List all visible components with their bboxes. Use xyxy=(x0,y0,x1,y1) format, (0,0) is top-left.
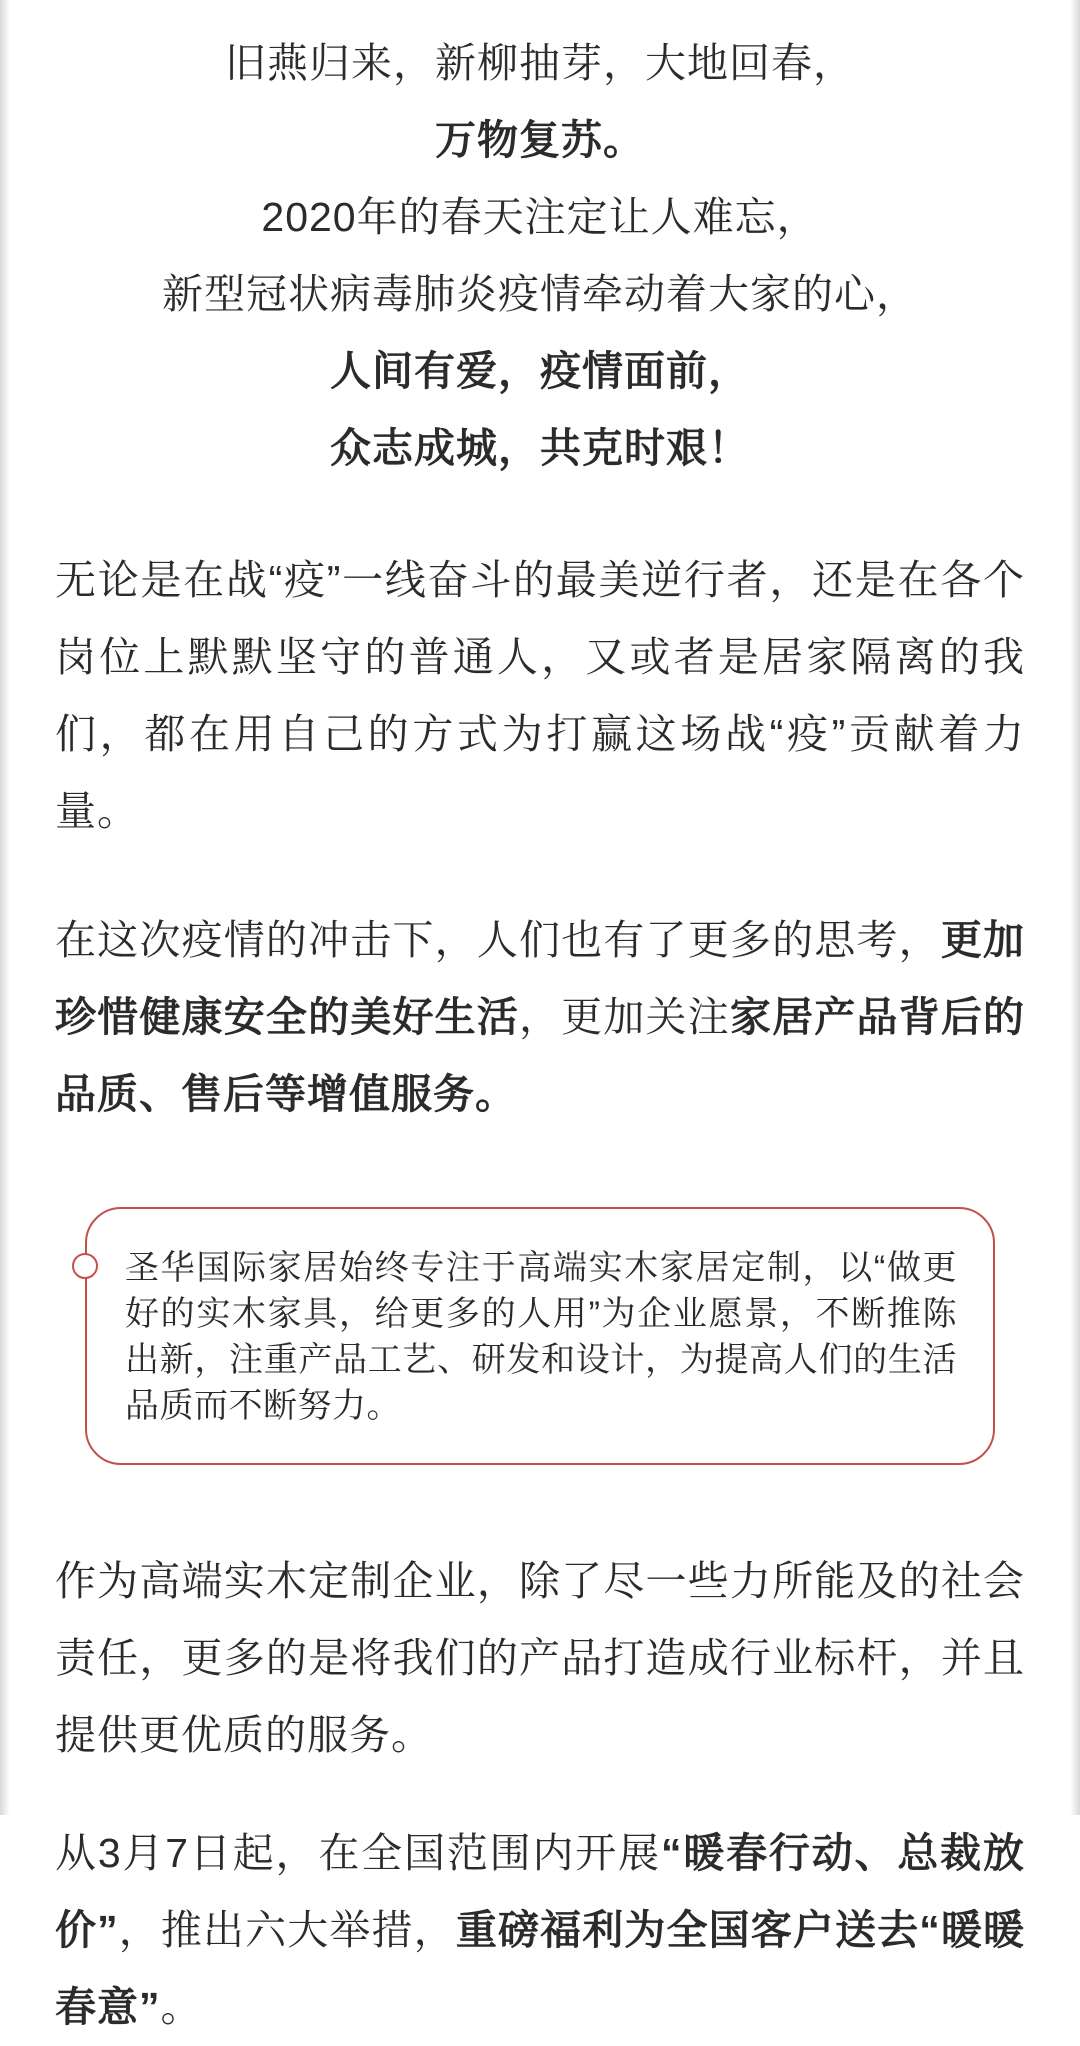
text-run: 圣华国际家居始终专注于高端实木家居定制，以“做更好的实木家具，给更多的人用”为企业愿景，不断推陈出新，注重产品工艺、研发和设计，为提高人们的生活品质而不断努力。 xyxy=(125,1249,957,1425)
callout-circle-marker xyxy=(72,1253,98,1279)
text-run: ，推出六大举措， xyxy=(118,1907,456,1953)
paragraph-campaign xyxy=(55,1815,1025,2046)
text-run: 无论是在战“疫”一线奋斗的最美逆行者，还是在各个岗位上默默坚守的普通人，又或者是居家隔离的我们，都在用自己的方式为打赢这场战“疫”贡献着力量。 xyxy=(55,557,1025,834)
paragraph-fighters xyxy=(55,542,1025,850)
text-run: “暖春行动、总裁放价” xyxy=(55,1830,1026,1953)
headline-line: 新型冠状病毒肺炎疫情牵动着大家的心， xyxy=(162,271,918,317)
text-run: 作为高端实木定制企业，除了尽一些力所能及的社会责任，更多的是将我们的产品打造成行业标杆，并且提供更优质的服务。 xyxy=(55,1558,1025,1758)
text-run: 重磅福利为全国客户送去“暖暖春意” xyxy=(55,1907,1026,2030)
headline-line: 众志成城，共克时艰！ xyxy=(330,425,750,471)
paragraph-reflection xyxy=(55,902,1025,1133)
brand-callout-box xyxy=(85,1207,995,1465)
paragraph-commitment xyxy=(55,1543,1025,1774)
headline-line: 2020年的春天注定让人难忘， xyxy=(261,194,819,240)
text-run: ，更加关注 xyxy=(519,994,730,1040)
headline-line: 万物复苏。 xyxy=(435,117,645,163)
text-run: 更加珍惜健康安全的美好生活 xyxy=(55,917,1026,1040)
headline-line: 人间有爱，疫情面前， xyxy=(330,348,750,394)
text-run: 在这次疫情的冲击下，人们也有了更多的思考， xyxy=(55,917,941,963)
headline-line: 旧燕归来，新柳抽芽，大地回春， xyxy=(225,40,855,86)
text-run: 家居产品背后的品质、售后等增值服务。 xyxy=(55,994,1026,1117)
text-run: 。 xyxy=(160,1984,203,2030)
text-run: 从3月7日起，在全国范围内开展 xyxy=(55,1830,661,1876)
callout-text xyxy=(125,1245,957,1429)
headline xyxy=(55,25,1025,487)
